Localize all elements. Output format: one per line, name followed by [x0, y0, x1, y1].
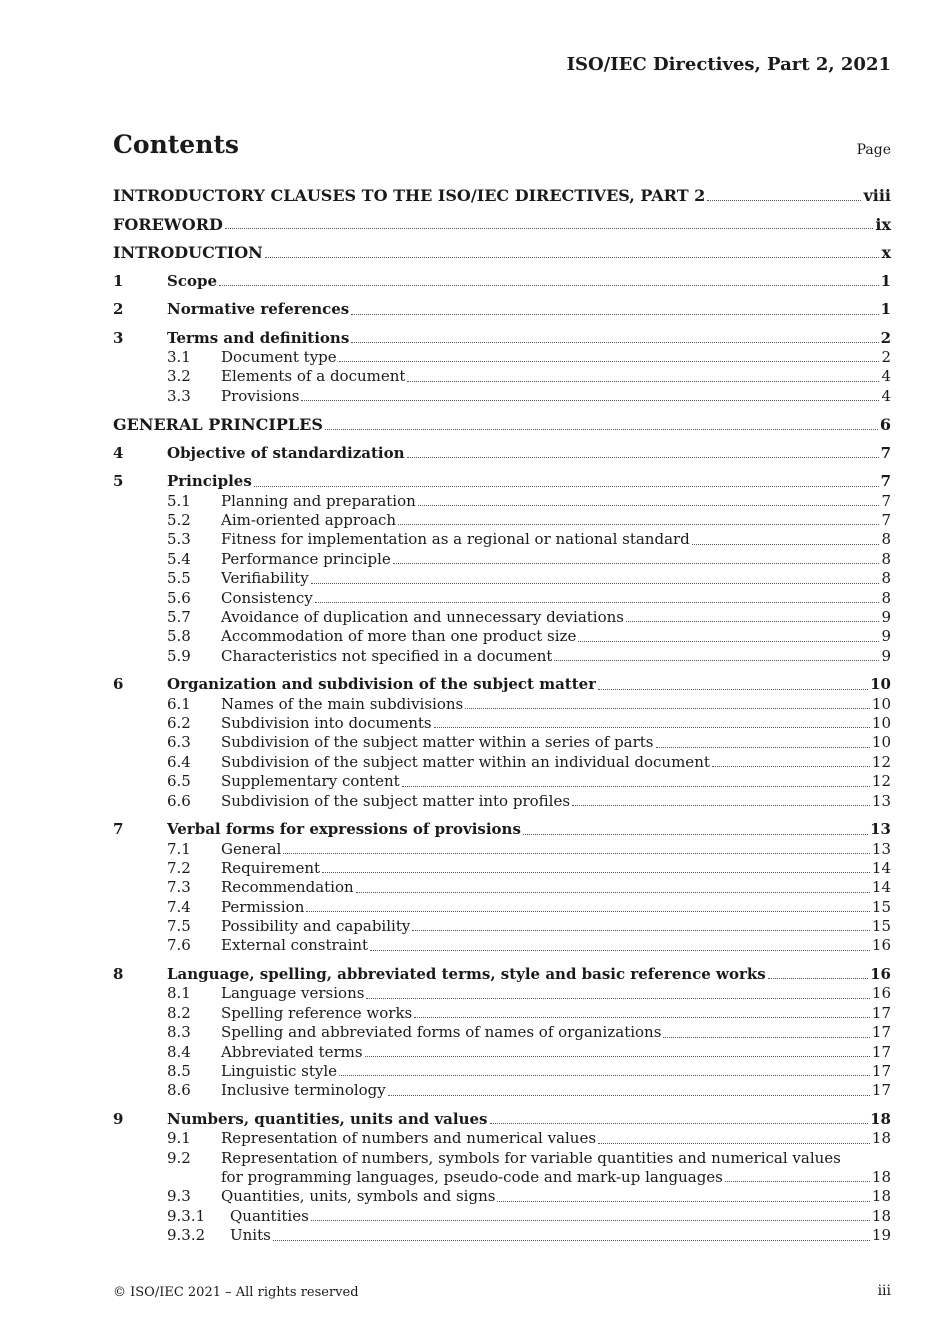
toc-entry-number: 5.9	[167, 646, 191, 665]
toc-entry-title: Consistency	[221, 588, 313, 607]
toc-entry-page: 9	[881, 627, 891, 646]
toc-leader-dots	[351, 342, 878, 343]
toc-entry-number: 6.6	[167, 791, 191, 810]
toc-entry[interactable]	[113, 627, 891, 646]
toc-entry-page: 19	[871, 1226, 891, 1245]
toc-entry-page: 15	[871, 897, 891, 916]
toc-entry-number: 5.1	[167, 491, 191, 510]
toc-leader-dots	[315, 602, 880, 603]
toc-entry-number: 9.2	[167, 1148, 191, 1167]
toc-entry-title: Provisions	[221, 386, 300, 405]
toc-leader-dots	[339, 1075, 870, 1076]
toc-entry-page: 4	[881, 367, 891, 386]
page-title: Contents	[113, 130, 240, 159]
toc-leader-dots	[578, 641, 879, 642]
running-header: ISO/IEC Directives, Part 2, 2021	[566, 54, 891, 75]
toc-entry-title: INTRODUCTORY CLAUSES TO THE ISO/IEC DIRECTIVES, PART 2	[113, 186, 706, 206]
toc-leader-dots	[598, 689, 868, 690]
toc-entry-page: 8	[881, 569, 891, 588]
toc-entry-page: 7	[880, 443, 891, 462]
toc-entry-title: Quantities	[230, 1206, 309, 1225]
toc-entry-title: Elements of a document	[221, 367, 406, 386]
toc-leader-dots	[365, 1056, 870, 1057]
toc-entry-continuation[interactable]	[113, 1168, 891, 1187]
toc-leader-dots	[412, 930, 870, 931]
toc-entry-number: 5.4	[167, 549, 191, 568]
toc-entry-number: 5.6	[167, 588, 191, 607]
toc-entry-number: 6.2	[167, 714, 191, 733]
toc-entry-page: viii	[863, 186, 891, 206]
footer-copyright: © ISO/IEC 2021 – All rights reserved	[113, 1285, 359, 1300]
toc-entry-number: 2	[113, 300, 124, 319]
toc-entry-title: Characteristics not specified in a document	[221, 646, 553, 665]
toc-entry[interactable]	[113, 714, 891, 733]
toc-entry-title: Representation of numbers, symbols for variable quantities and numerical values	[221, 1148, 841, 1167]
toc-entry-number: 5.3	[167, 530, 191, 549]
toc-leader-dots	[356, 892, 870, 893]
toc-entry-number: 9.3	[167, 1187, 191, 1206]
toc-entry[interactable]	[113, 589, 891, 608]
toc-entry-title: Quantities, units, symbols and signs	[221, 1187, 496, 1206]
toc-leader-dots	[402, 786, 870, 787]
toc-entry-number: 8.2	[167, 1003, 191, 1022]
toc-entry-number: 1	[113, 271, 124, 290]
toc-leader-dots	[311, 583, 880, 584]
toc-entry-number: 3.2	[167, 367, 191, 386]
toc-entry-page: 1	[880, 271, 891, 290]
toc-entry-page: 17	[871, 1061, 891, 1080]
toc-entry-page: 14	[871, 878, 891, 897]
toc-entry-number: 8.4	[167, 1042, 191, 1061]
toc-leader-dots	[712, 766, 870, 767]
toc-leader-dots	[465, 708, 870, 709]
toc-entry-number: 5.5	[167, 569, 191, 588]
toc-entry-title: Names of the main subdivisions	[221, 694, 464, 713]
toc-leader-dots	[311, 1220, 870, 1221]
toc-entry-page: 1	[880, 300, 891, 319]
toc-entry[interactable]	[113, 569, 891, 588]
toc-leader-dots	[339, 361, 880, 362]
toc-entry-title: Subdivision of the subject matter within a series of parts	[221, 733, 654, 752]
toc-entry-title: Terms and definitions	[167, 328, 350, 347]
toc-leader-dots	[265, 257, 880, 258]
toc-entry-page: 2	[880, 328, 891, 347]
toc-entry-number: 6.4	[167, 752, 191, 771]
toc-entry-number: 3	[113, 328, 124, 347]
toc-entry-page: 17	[871, 1003, 891, 1022]
toc-entry-number: 5.2	[167, 511, 191, 530]
toc-entry-number: 7.3	[167, 878, 191, 897]
toc-entry[interactable]	[113, 272, 891, 292]
toc-entry[interactable]	[113, 840, 891, 859]
toc-entry-page: 8	[881, 549, 891, 568]
toc-leader-dots	[254, 486, 879, 487]
toc-entry[interactable]	[113, 647, 891, 666]
toc-entry-number: 8.1	[167, 984, 191, 1003]
toc-entry[interactable]	[113, 1023, 891, 1042]
toc-leader-dots	[434, 727, 870, 728]
toc-entry-title: Subdivision of the subject matter within an individual document	[221, 752, 710, 771]
toc-entry-title: Aim-oriented approach	[221, 511, 397, 530]
toc-leader-dots	[388, 1095, 870, 1096]
toc-entry[interactable]	[113, 530, 891, 549]
toc-entry[interactable]	[113, 965, 891, 985]
toc-entry[interactable]	[113, 1187, 891, 1206]
toc-entry[interactable]	[113, 820, 891, 840]
toc-leader-dots	[572, 805, 870, 806]
toc-entry-page: 10	[871, 733, 891, 752]
toc-entry-page: 14	[871, 858, 891, 877]
toc-entry[interactable]	[113, 550, 891, 569]
toc-entry-number: 7.4	[167, 897, 191, 916]
toc-entry-title: Scope	[167, 271, 218, 290]
toc-entry-title: Verbal forms for expressions of provisions	[167, 820, 521, 839]
toc-leader-dots	[414, 1017, 870, 1018]
toc-entry[interactable]	[113, 186, 891, 206]
toc-leader-dots	[301, 400, 879, 401]
toc-leader-dots	[490, 1123, 869, 1124]
toc-entry-title: Permission	[221, 897, 305, 916]
toc-entry[interactable]	[113, 300, 891, 320]
toc-entry-page: 13	[871, 791, 891, 810]
toc-entry[interactable]	[113, 1062, 891, 1081]
toc-entry[interactable]	[113, 984, 891, 1003]
toc-entry[interactable]	[113, 898, 891, 917]
toc-entry-page: ix	[875, 214, 891, 234]
toc-entry-page: 8	[881, 530, 891, 549]
toc-leader-dots	[273, 1240, 870, 1241]
toc-entry[interactable]	[113, 772, 891, 791]
toc-entry[interactable]	[113, 348, 891, 367]
toc-entry-title: Possibility and capability	[221, 917, 411, 936]
toc-entry-title: Principles	[167, 472, 252, 491]
toc-leader-dots	[306, 911, 870, 912]
toc-leader-dots	[398, 524, 879, 525]
toc-entry-number: 8.3	[167, 1023, 191, 1042]
toc-entry-title: Subdivision into documents	[221, 714, 432, 733]
toc-entry[interactable]	[113, 1226, 891, 1245]
toc-entry-title: Fitness for implementation as a regional or national standard	[221, 530, 690, 549]
toc-entry[interactable]	[113, 329, 891, 349]
toc-entry-page: 16	[871, 936, 891, 955]
toc-entry-title: Numbers, quantities, units and values	[167, 1109, 488, 1128]
toc-entry[interactable]	[113, 492, 891, 511]
toc-entry[interactable]	[113, 1129, 891, 1148]
toc-entry-title: Recommendation	[221, 878, 354, 897]
toc-entry-number: 8	[113, 964, 124, 983]
toc-entry-page: 17	[871, 1081, 891, 1100]
toc-leader-dots	[283, 853, 870, 854]
toc-entry[interactable]	[113, 415, 891, 435]
toc-entry-title: Subdivision of the subject matter into profiles	[221, 791, 571, 810]
toc-entry-number: 7.2	[167, 858, 191, 877]
toc-entry-title: Abbreviated terms	[221, 1042, 363, 1061]
toc-leader-dots	[366, 998, 869, 999]
toc-entry[interactable]	[113, 733, 891, 752]
toc-entry[interactable]	[113, 367, 891, 386]
toc-entry-page: 17	[871, 1042, 891, 1061]
toc-entry[interactable]	[113, 1149, 891, 1168]
toc-entry-page: 10	[871, 714, 891, 733]
toc-leader-dots	[554, 660, 879, 661]
toc-entry-number: 7.6	[167, 936, 191, 955]
toc-entry-page: 16	[871, 984, 891, 1003]
toc-entry[interactable]	[113, 472, 891, 492]
toc-entry[interactable]	[113, 215, 891, 235]
toc-entry-number: 4	[113, 443, 124, 462]
toc-entry[interactable]	[113, 608, 891, 627]
toc-entry-title: GENERAL PRINCIPLES	[113, 415, 323, 435]
toc-entry-title: Planning and preparation	[221, 491, 416, 510]
toc-entry[interactable]	[113, 444, 891, 464]
toc-leader-dots	[225, 228, 874, 229]
toc-entry-page: 7	[880, 472, 891, 491]
toc-entry-title: Language, spelling, abbreviated terms, style and basic reference works	[167, 964, 766, 983]
toc-entry-number: 5.7	[167, 608, 191, 626]
toc-entry[interactable]	[113, 675, 891, 695]
toc-entry-page: 10	[870, 675, 891, 694]
toc-entry-title: Representation of numbers and numerical values	[221, 1129, 597, 1148]
toc-entry[interactable]	[113, 1081, 891, 1100]
toc-entry[interactable]	[113, 917, 891, 936]
toc-entry-page: 18	[871, 1167, 891, 1186]
toc-leader-dots	[768, 978, 868, 979]
toc-entry-page: 10	[871, 694, 891, 713]
toc-entry-page: 13	[871, 839, 891, 858]
toc-entry-title-continued: for programming languages, pseudo-code and mark-up languages	[221, 1167, 723, 1186]
toc-leader-dots	[497, 1201, 869, 1202]
toc-leader-dots	[663, 1037, 869, 1038]
toc-entry-title: Normative references	[167, 300, 350, 319]
toc-leader-dots	[393, 563, 880, 564]
toc-entry-page: 17	[871, 1023, 891, 1042]
toc-entry[interactable]	[113, 1207, 891, 1226]
toc-entry-title: Language versions	[221, 984, 365, 1003]
toc-entry-number: 6.5	[167, 772, 191, 791]
toc-leader-dots	[407, 457, 879, 458]
toc-entry[interactable]	[113, 878, 891, 897]
toc-entry-title: Units	[230, 1226, 271, 1245]
toc-entry-page: 12	[871, 752, 891, 771]
toc-entry-title: Linguistic style	[221, 1061, 338, 1080]
toc-leader-dots	[598, 1143, 870, 1144]
toc-entry-number: 5.8	[167, 627, 191, 646]
toc-entry-title: Organization and subdivision of the subject matter	[167, 675, 597, 694]
toc-entry[interactable]	[113, 387, 891, 406]
toc-entry-page: 12	[871, 772, 891, 791]
toc-leader-dots	[418, 505, 880, 506]
toc-entry-page: 9	[881, 608, 891, 626]
toc-entry-page: x	[881, 243, 891, 263]
toc-entry-title: External constraint	[221, 936, 369, 955]
toc-leader-dots	[626, 621, 879, 622]
toc-entry-title: Accommodation of more than one product size	[221, 627, 577, 646]
toc-entry[interactable]	[113, 753, 891, 772]
toc-entry-number: 8.6	[167, 1081, 191, 1100]
toc-entry-page: 18	[870, 1109, 891, 1128]
toc-entry-number: 5	[113, 472, 124, 491]
toc-entry-number: 8.5	[167, 1061, 191, 1080]
toc-entry-title: Avoidance of duplication and unnecessary deviations	[221, 608, 624, 626]
toc-leader-dots	[725, 1181, 870, 1182]
toc-entry[interactable]	[113, 1110, 891, 1130]
toc-entry-number: 9.3.2	[167, 1226, 206, 1245]
toc-entry-title: General	[221, 839, 282, 858]
toc-entry-number: 3.3	[167, 386, 191, 405]
toc-leader-dots	[351, 314, 878, 315]
toc-entry-page: 9	[881, 646, 891, 665]
toc-entry-title: Requirement	[221, 858, 321, 877]
page-column-label: Page	[856, 142, 891, 158]
toc-entry-page: 13	[870, 820, 891, 839]
toc-leader-dots	[707, 200, 861, 201]
toc-entry-number: 9	[113, 1109, 124, 1128]
toc-leader-dots	[656, 747, 870, 748]
toc-entry[interactable]	[113, 1043, 891, 1062]
toc-entry-title: FOREWORD	[113, 214, 223, 234]
toc-entry-page: 8	[881, 588, 891, 607]
toc-entry-page: 18	[871, 1129, 891, 1148]
table-of-contents	[113, 186, 891, 1246]
toc-entry-title: Document type	[221, 347, 337, 366]
toc-entry-page: 18	[871, 1187, 891, 1206]
footer-page-number: iii	[877, 1283, 891, 1299]
toc-entry-title: Spelling reference works	[221, 1003, 413, 1022]
toc-entry[interactable]	[113, 1004, 891, 1023]
toc-entry-number: 7	[113, 820, 124, 839]
toc-leader-dots	[325, 429, 878, 430]
toc-entry-page: 2	[881, 347, 891, 366]
toc-entry-number: 7.1	[167, 839, 191, 858]
toc-entry-page: 7	[881, 511, 891, 530]
toc-entry[interactable]	[113, 936, 891, 955]
toc-entry[interactable]	[113, 511, 891, 530]
toc-entry-page: 18	[871, 1206, 891, 1225]
toc-entry-number: 6	[113, 675, 124, 694]
toc-entry-page: 16	[870, 964, 891, 983]
toc-entry-number: 9.1	[167, 1129, 191, 1148]
toc-entry-title: INTRODUCTION	[113, 243, 263, 263]
toc-entry-number: 3.1	[167, 347, 191, 366]
toc-entry-title: Spelling and abbreviated forms of names of organizations	[221, 1023, 662, 1042]
toc-entry-number: 9.3.1	[167, 1206, 206, 1225]
toc-entry-page: 4	[881, 386, 891, 405]
toc-entry-number: 7.5	[167, 917, 191, 936]
toc-entry-page: 15	[871, 917, 891, 936]
toc-leader-dots	[219, 285, 879, 286]
toc-entry-page: 7	[881, 491, 891, 510]
toc-entry-page: 6	[879, 415, 891, 435]
toc-entry-number: 6.1	[167, 694, 191, 713]
toc-leader-dots	[692, 544, 880, 545]
toc-entry-title: Verifiability	[221, 569, 309, 588]
toc-entry-title: Objective of standardization	[167, 443, 405, 462]
toc-entry[interactable]	[113, 243, 891, 263]
toc-leader-dots	[370, 950, 870, 951]
toc-leader-dots	[523, 834, 868, 835]
toc-leader-dots	[407, 381, 879, 382]
toc-entry-title: Performance principle	[221, 549, 391, 568]
toc-entry[interactable]	[113, 792, 891, 811]
toc-entry-title: Supplementary content	[221, 772, 400, 791]
toc-entry[interactable]	[113, 859, 891, 878]
toc-entry-title: Inclusive terminology	[221, 1081, 386, 1100]
toc-leader-dots	[322, 872, 870, 873]
toc-entry-number: 6.3	[167, 733, 191, 752]
toc-entry[interactable]	[113, 695, 891, 714]
